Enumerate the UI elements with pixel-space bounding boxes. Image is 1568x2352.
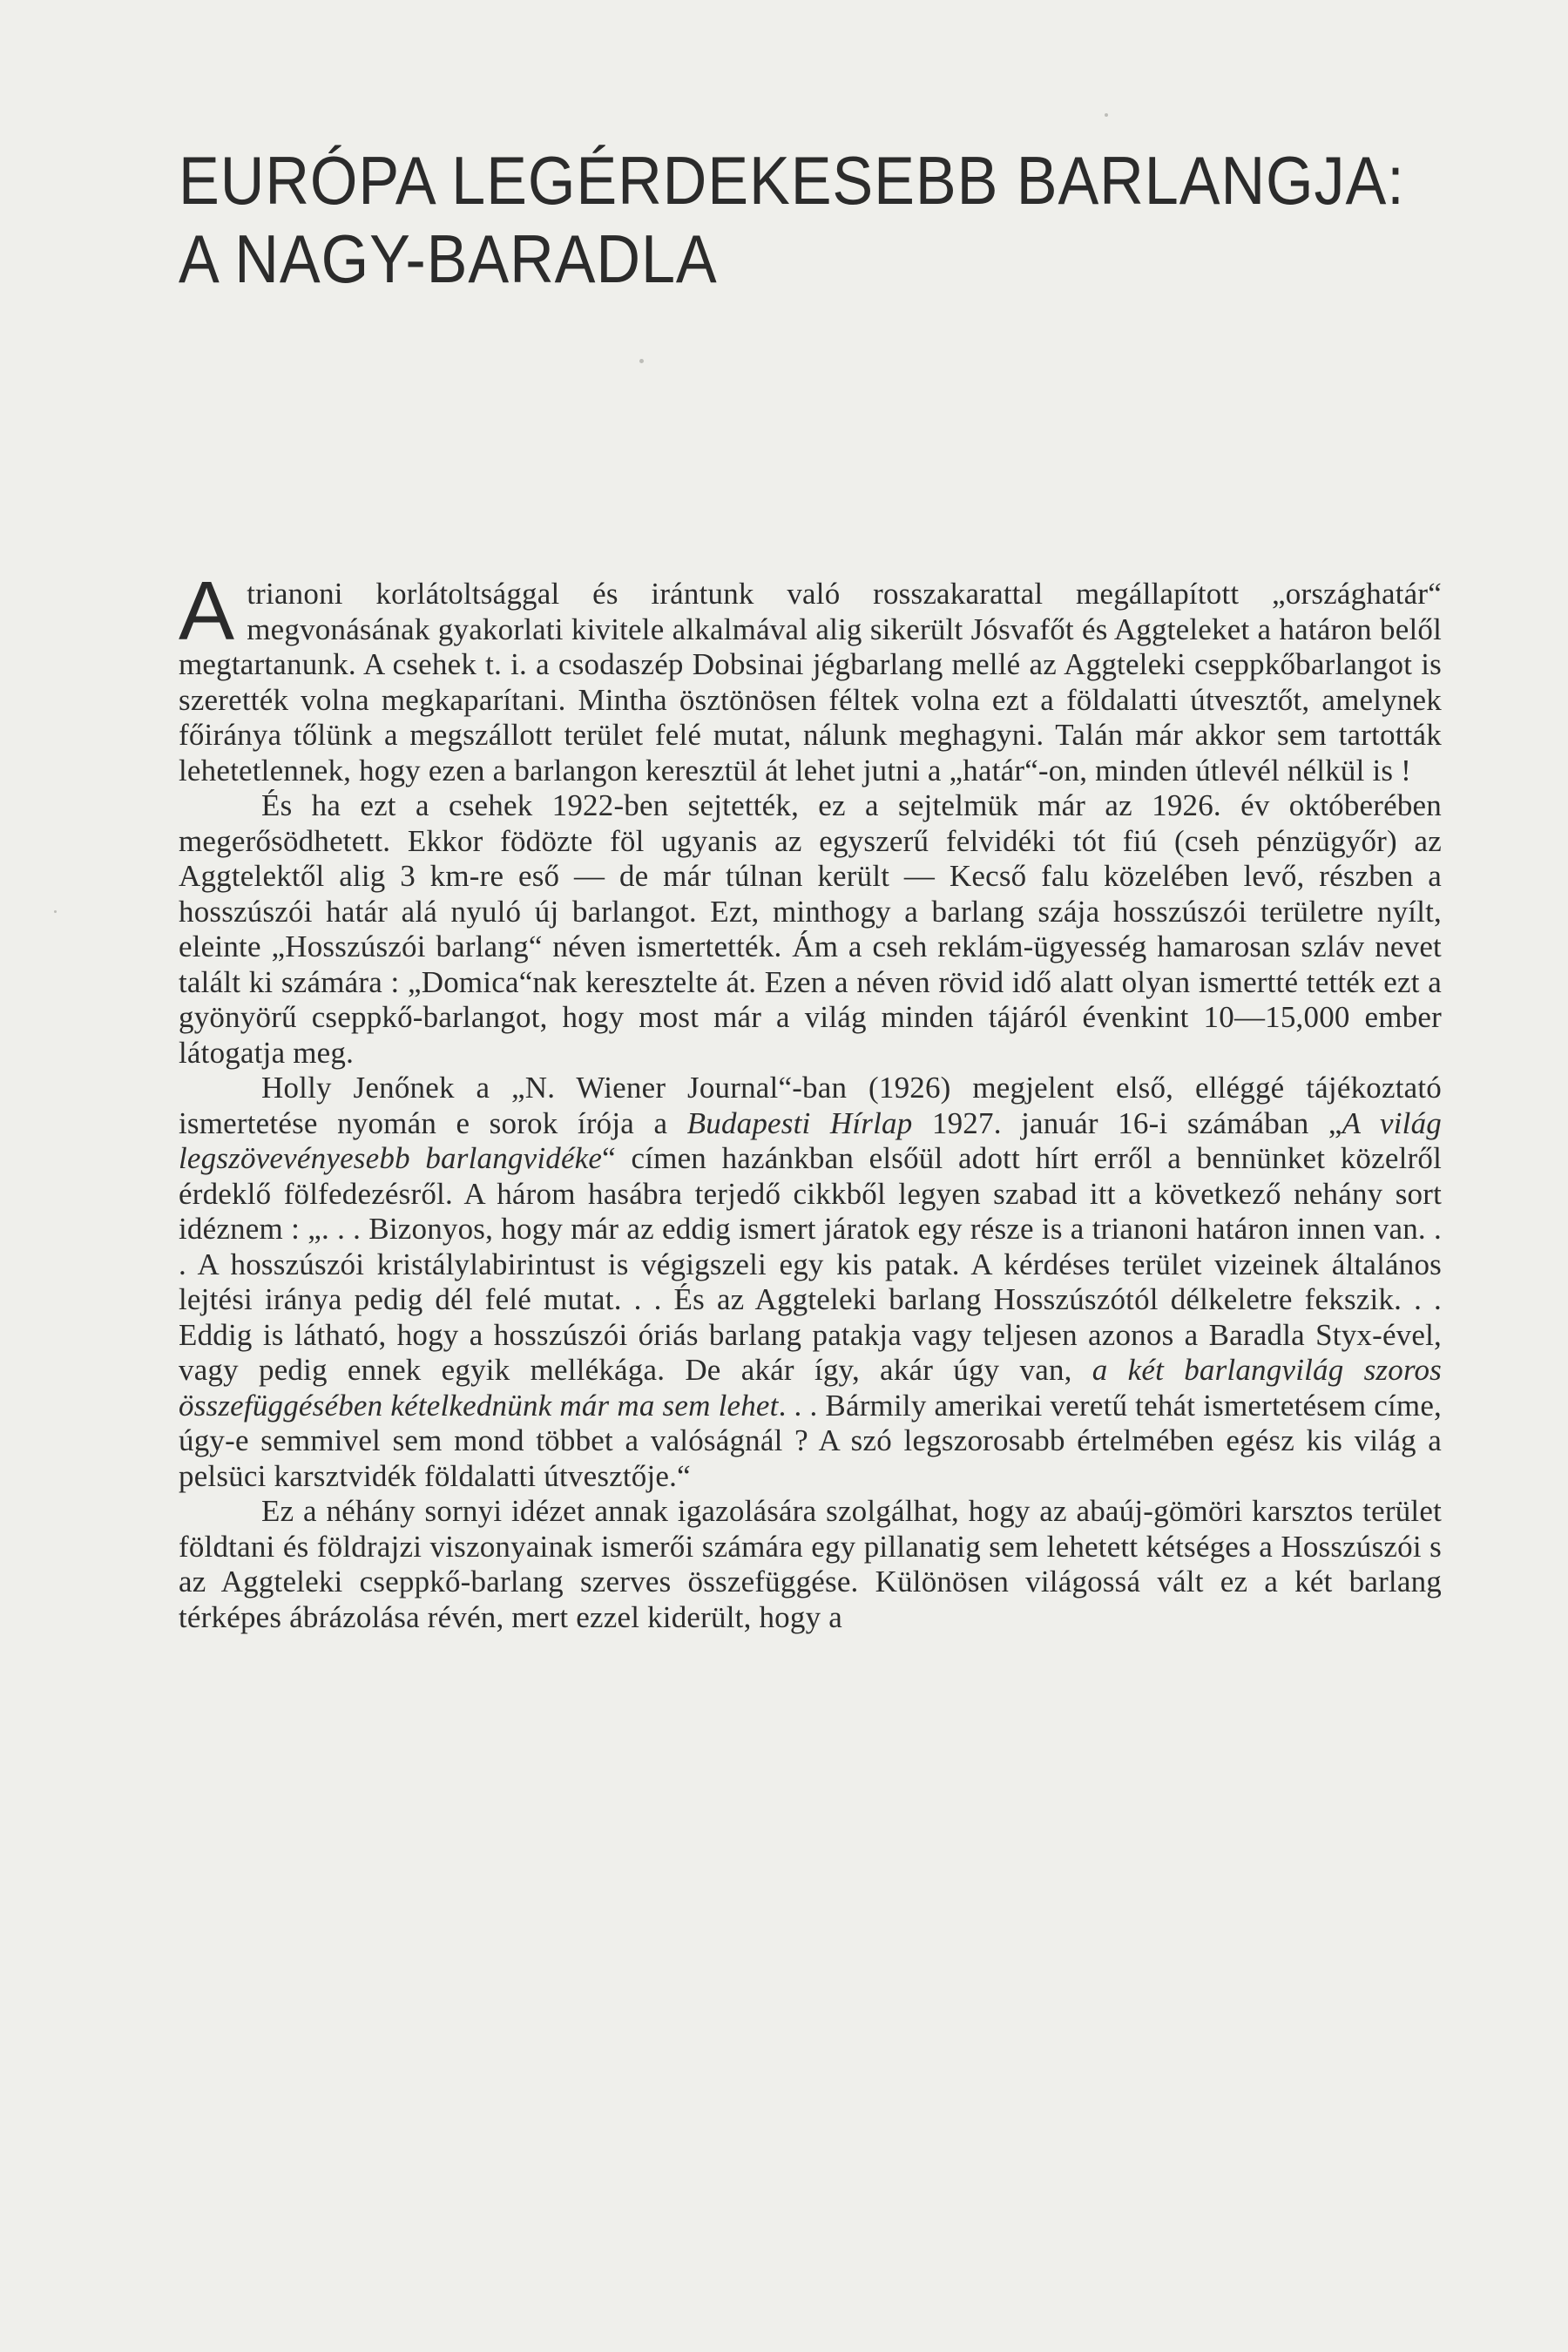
- drop-cap: A: [179, 564, 235, 658]
- article-body: [179, 564, 1443, 1635]
- paragraph-3-text-3: “ címen hazánkban elsőül adott hírt erről a bennünket közelről érdeklő fölfedezésről. A három hasábra terjedő cikkből legyen szabad itt a következő nehány sort idéznem : „. . . Bizonyos, hogy már az eddig ismert járatok egy része is a trianoni határon innen van. . . A hosszúszói kristálylabirintust is végigszeli egy kis patak. A kérdéses terület vizeinek általános lejtési iránya pedig dél felé mutat. . . És az Aggteleki barlang Hosszúszótól délkeletre fekszik. . . Eddig is látható, hogy a hosszúszói óriás barlang patakja vagy teljesen azonos a Baradla Styx-ével, vagy pedig ennek egyik mellékága. De akár így, akár úgy van,: [179, 1141, 1442, 1387]
- paragraph-3-text-4: . . . Bármily amerikai veretű tehát ismertetésem címe, úgy-e semmivel sem mond többet a valóságnál ? A szó legszorosabb értelmében egész kis világ a pelsüci karsztvidék földalatti útvesztője.“: [179, 1388, 1443, 1493]
- paper-speck: [639, 359, 644, 363]
- paper-speck: [1105, 113, 1108, 117]
- paragraph-2: És ha ezt a csehek 1922-ben sejtették, ez a sejtelmük már az 1926. év októberében megerősödhetett. Ekkor födözte föl ugyanis az egyszerű felvidéki tót fiú (cseh pénzügyőr) az Aggtelektől alig 3 km-re eső — de már túlnan került — Kecső falu közelében levő, részben a hosszúszói határ alá nyuló új barlangot. Ezt, minthogy a barlang szája hosszúszói területre nyílt, eleinte „Hosszúszói barlang“ néven ismertették. Ám a cseh reklám-ügyesség hamarosan szláv nevet talált ki számára : „Domica“nak keresztelte át. Ezen a néven rövid idő alatt olyan ismertté tették ezt a gyönyörű cseppkő-barlangot, hogy most már a világ minden tájáról évenkint 10—15,000 ember látogatja meg.: [179, 788, 1442, 1070]
- paragraph-1-text: trianoni korlátoltsággal és irántunk való rosszakarattal megállapított „országhatár“ megvonásának gyakorlati kivitele alkalmával alig sikerült Jósvafőt és Aggteleket a határon belől megtartanunk. A csehek t. i. a csodaszép Dobsinai jégbarlang mellé az Aggteleki cseppkőbarlangot is szerették volna megkaparítani. Mintha ösztönösen féltek volna ezt a földalatti útvesztőt, amelynek főiránya tőlünk a megszállott terület felé mutat, nálunk meghagyni. Talán már akkor sem tartották lehetetlennek, hogy ezen a barlangon keresztül át lehet jutni a „határ“-on, minden útlevél nélkül is !: [179, 577, 1442, 787]
- emphasized-quote: a két barlangvilág szoros összefüggésében kételkednünk már ma sem lehet: [179, 1353, 1442, 1423]
- title-line-1: EURÓPA LEGÉRDEKESEBB BARLANGJA:: [179, 142, 1405, 219]
- paragraph-1: [179, 564, 1442, 788]
- paragraph-3-text-2: 1927. január 16-i számában „: [912, 1105, 1342, 1140]
- article-citation-title: A világ legszövevényesebb barlangvidéke: [179, 1105, 1442, 1175]
- newspaper-name: Budapesti Hírlap: [686, 1105, 913, 1140]
- paragraph-3: [179, 1071, 1442, 1494]
- title-line-2: A NAGY-BARADLA: [179, 220, 718, 297]
- article-title: [179, 141, 1405, 298]
- paragraph-3-text-1: Holly Jenőnek a „N. Wiener Journal“-ban (1926) megjelent első, elléggé tájékoztató ismertetése nyomán e sorok írója a: [179, 1071, 1442, 1140]
- paper-speck: [54, 910, 57, 913]
- paragraph-4: Ez a néhány sornyi idézet annak igazolására szolgálhat, hogy az abaúj-gömöri karsztos terület földtani és földrajzi viszonyainak ismerői számára egy pillanatig sem lehetett kétséges a Hosszúszói s az Aggteleki cseppkő-barlang szerves összefüggése. Különösen világossá vált ez a két barlang térképes ábrázolása révén, mert ezzel kiderült, hogy a: [179, 1494, 1442, 1634]
